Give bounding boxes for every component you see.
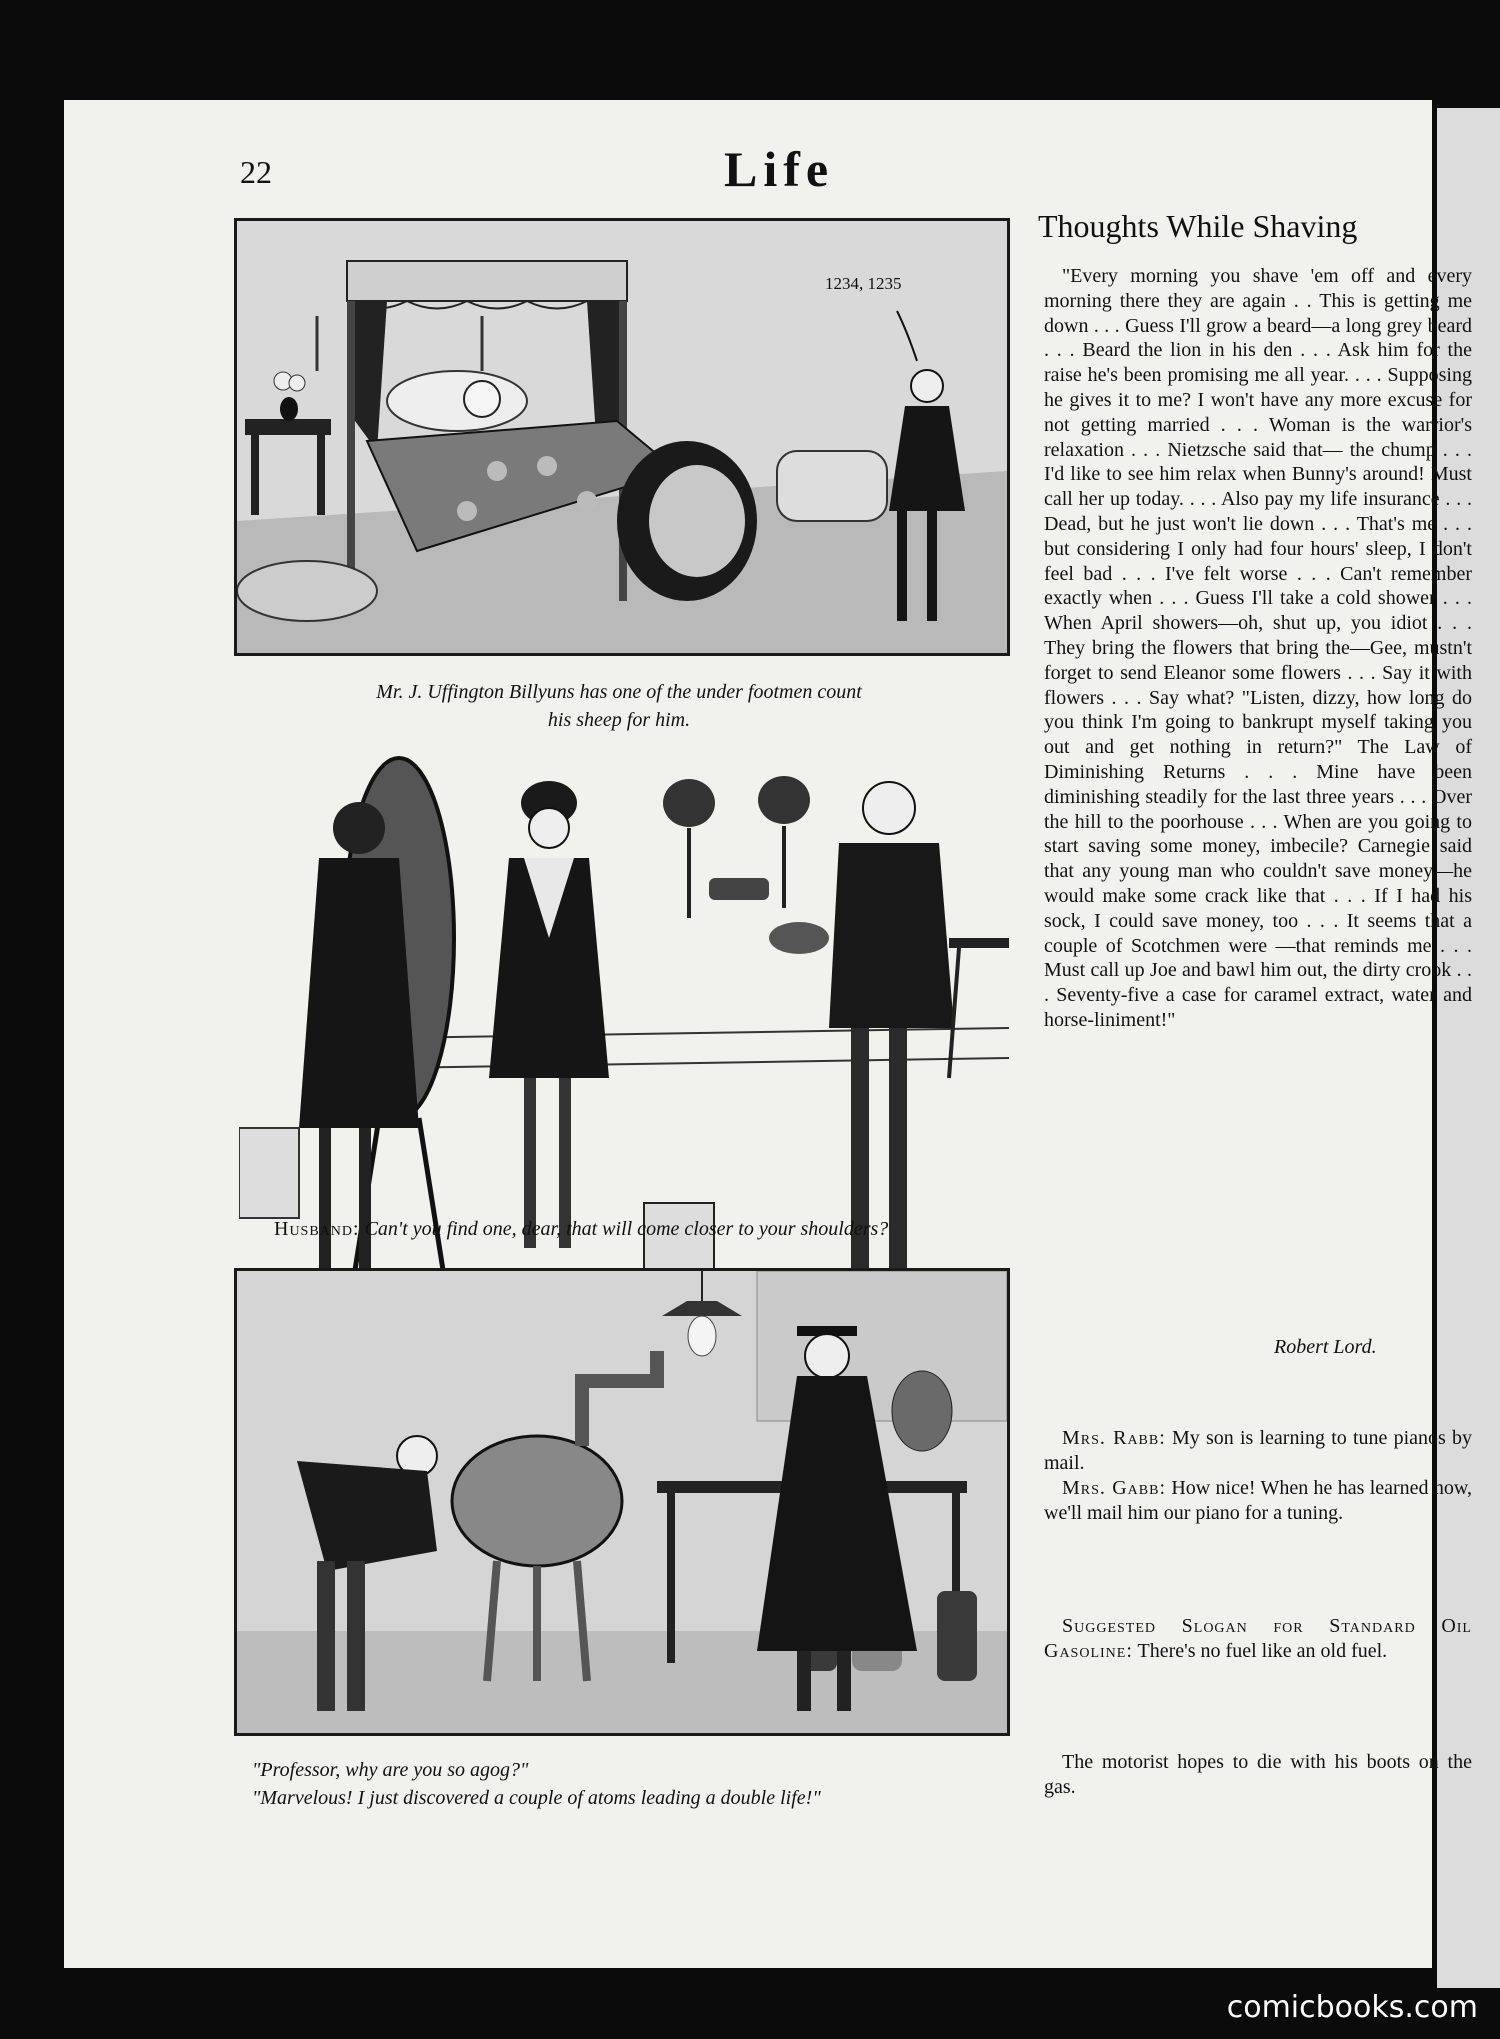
joke-piano bbox=[1044, 1426, 1472, 1526]
husband-caption-text: Can't you find one, dear, that will come closer to your shoulders? bbox=[364, 1218, 889, 1240]
bedroom-illustration bbox=[237, 221, 1007, 653]
cartoon-bedroom-caption bbox=[234, 678, 1004, 734]
magazine-page bbox=[64, 100, 1473, 1968]
professor-caption-line2: "Marvelous! I just discovered a couple of atoms leading a double life!" bbox=[252, 1787, 821, 1809]
article-body: "Every morning you shave 'em off and every morning there they are again . . This is getting me down . . . Guess I'll grow a beard—a long grey beard . . . Beard the lion in his den . . . Ask him for the raise he's been promising me all year. . . . Supposing he gives it to me? I won't have any more excuse for not getting married . . . Woman is the warrior's relaxation . . . Nietzsche said that— the chump . . . I'd like to see him relax when Bunny's around! Must call her up today. . . . Also pay my life insurance . . . Dead, but he just won't lie down . . . That's me . . . but considering I only had four hours' sleep, I don't feel bad . . . I've felt worse . . . Can't remember exactly when . . . Guess I'll take a cold shower . . . When April showers—oh, shut up, you idiot . . . They bring the flowers that bring the—Gee, mustn't forget to send Eleanor some flowers . . . Say it with flowers . . . Say what? "Listen, dizzy, how long do you think I'm going to bankrupt myself taking you out and get nothing in return?" The Law of Diminishing Returns . . . Mine have been diminishing steadily for the last three years . . . Over the hill to the poorhouse . . . When are you going to start saving some money, imbecile? Carnegie said that any young man who couldn't save money—he would make some crack like that . . . If I had his sock, I could save money, too . . . It seems that a couple of Scotchmen were —that reminds me . . . Must call up Joe and bawl him out, the dirty crook . . . Seventy-five a case for caramel extract, water and horse-liniment!" bbox=[1044, 265, 1472, 1031]
rabb-line: My son is learning to tune pianos by mail. bbox=[1044, 1427, 1473, 1474]
footman-count-text: 1234, 1235 bbox=[825, 274, 902, 293]
professor-caption-line1: "Professor, why are you so agog?" bbox=[252, 1759, 529, 1781]
motorist-line: The motorist hopes to die with his boots on the gas. bbox=[1044, 1751, 1472, 1798]
article-title: Thoughts While Shaving bbox=[1038, 208, 1358, 244]
article-byline: Robert Lord. bbox=[1274, 1336, 1377, 1358]
slogan-text: There's no fuel like an old fuel. bbox=[1137, 1640, 1388, 1662]
slogan-label: Suggested Slogan for Standard Oil Gasoline: bbox=[1044, 1615, 1472, 1662]
cartoon-professor-caption bbox=[252, 1756, 1032, 1812]
professor-illustration bbox=[237, 1271, 1007, 1733]
bedroom-caption-line2: his sheep for him. bbox=[547, 709, 691, 731]
masthead-title: Life bbox=[724, 141, 835, 197]
bedroom-caption-line1: Mr. J. Uffington Billyuns has one of the under footmen count bbox=[376, 681, 862, 703]
cartoon-hat-shop-caption bbox=[274, 1215, 1054, 1243]
joke-slogan bbox=[1044, 1614, 1472, 1664]
cartoon-professor bbox=[234, 1268, 1010, 1736]
watermark: comicbooks.com bbox=[1226, 1990, 1478, 2025]
cartoon-bedroom bbox=[234, 218, 1010, 656]
gabb-line: How nice! When he has learned how, we'll mail him our piano for a tuning. bbox=[1044, 1477, 1473, 1524]
gabb-speaker: Mrs. Gabb: bbox=[1062, 1477, 1167, 1499]
husband-speaker-label: Husband: bbox=[274, 1218, 360, 1240]
rabb-speaker: Mrs. Rabb: bbox=[1062, 1427, 1166, 1449]
page-number: 22 bbox=[240, 154, 272, 190]
joke-motorist bbox=[1044, 1750, 1472, 1800]
